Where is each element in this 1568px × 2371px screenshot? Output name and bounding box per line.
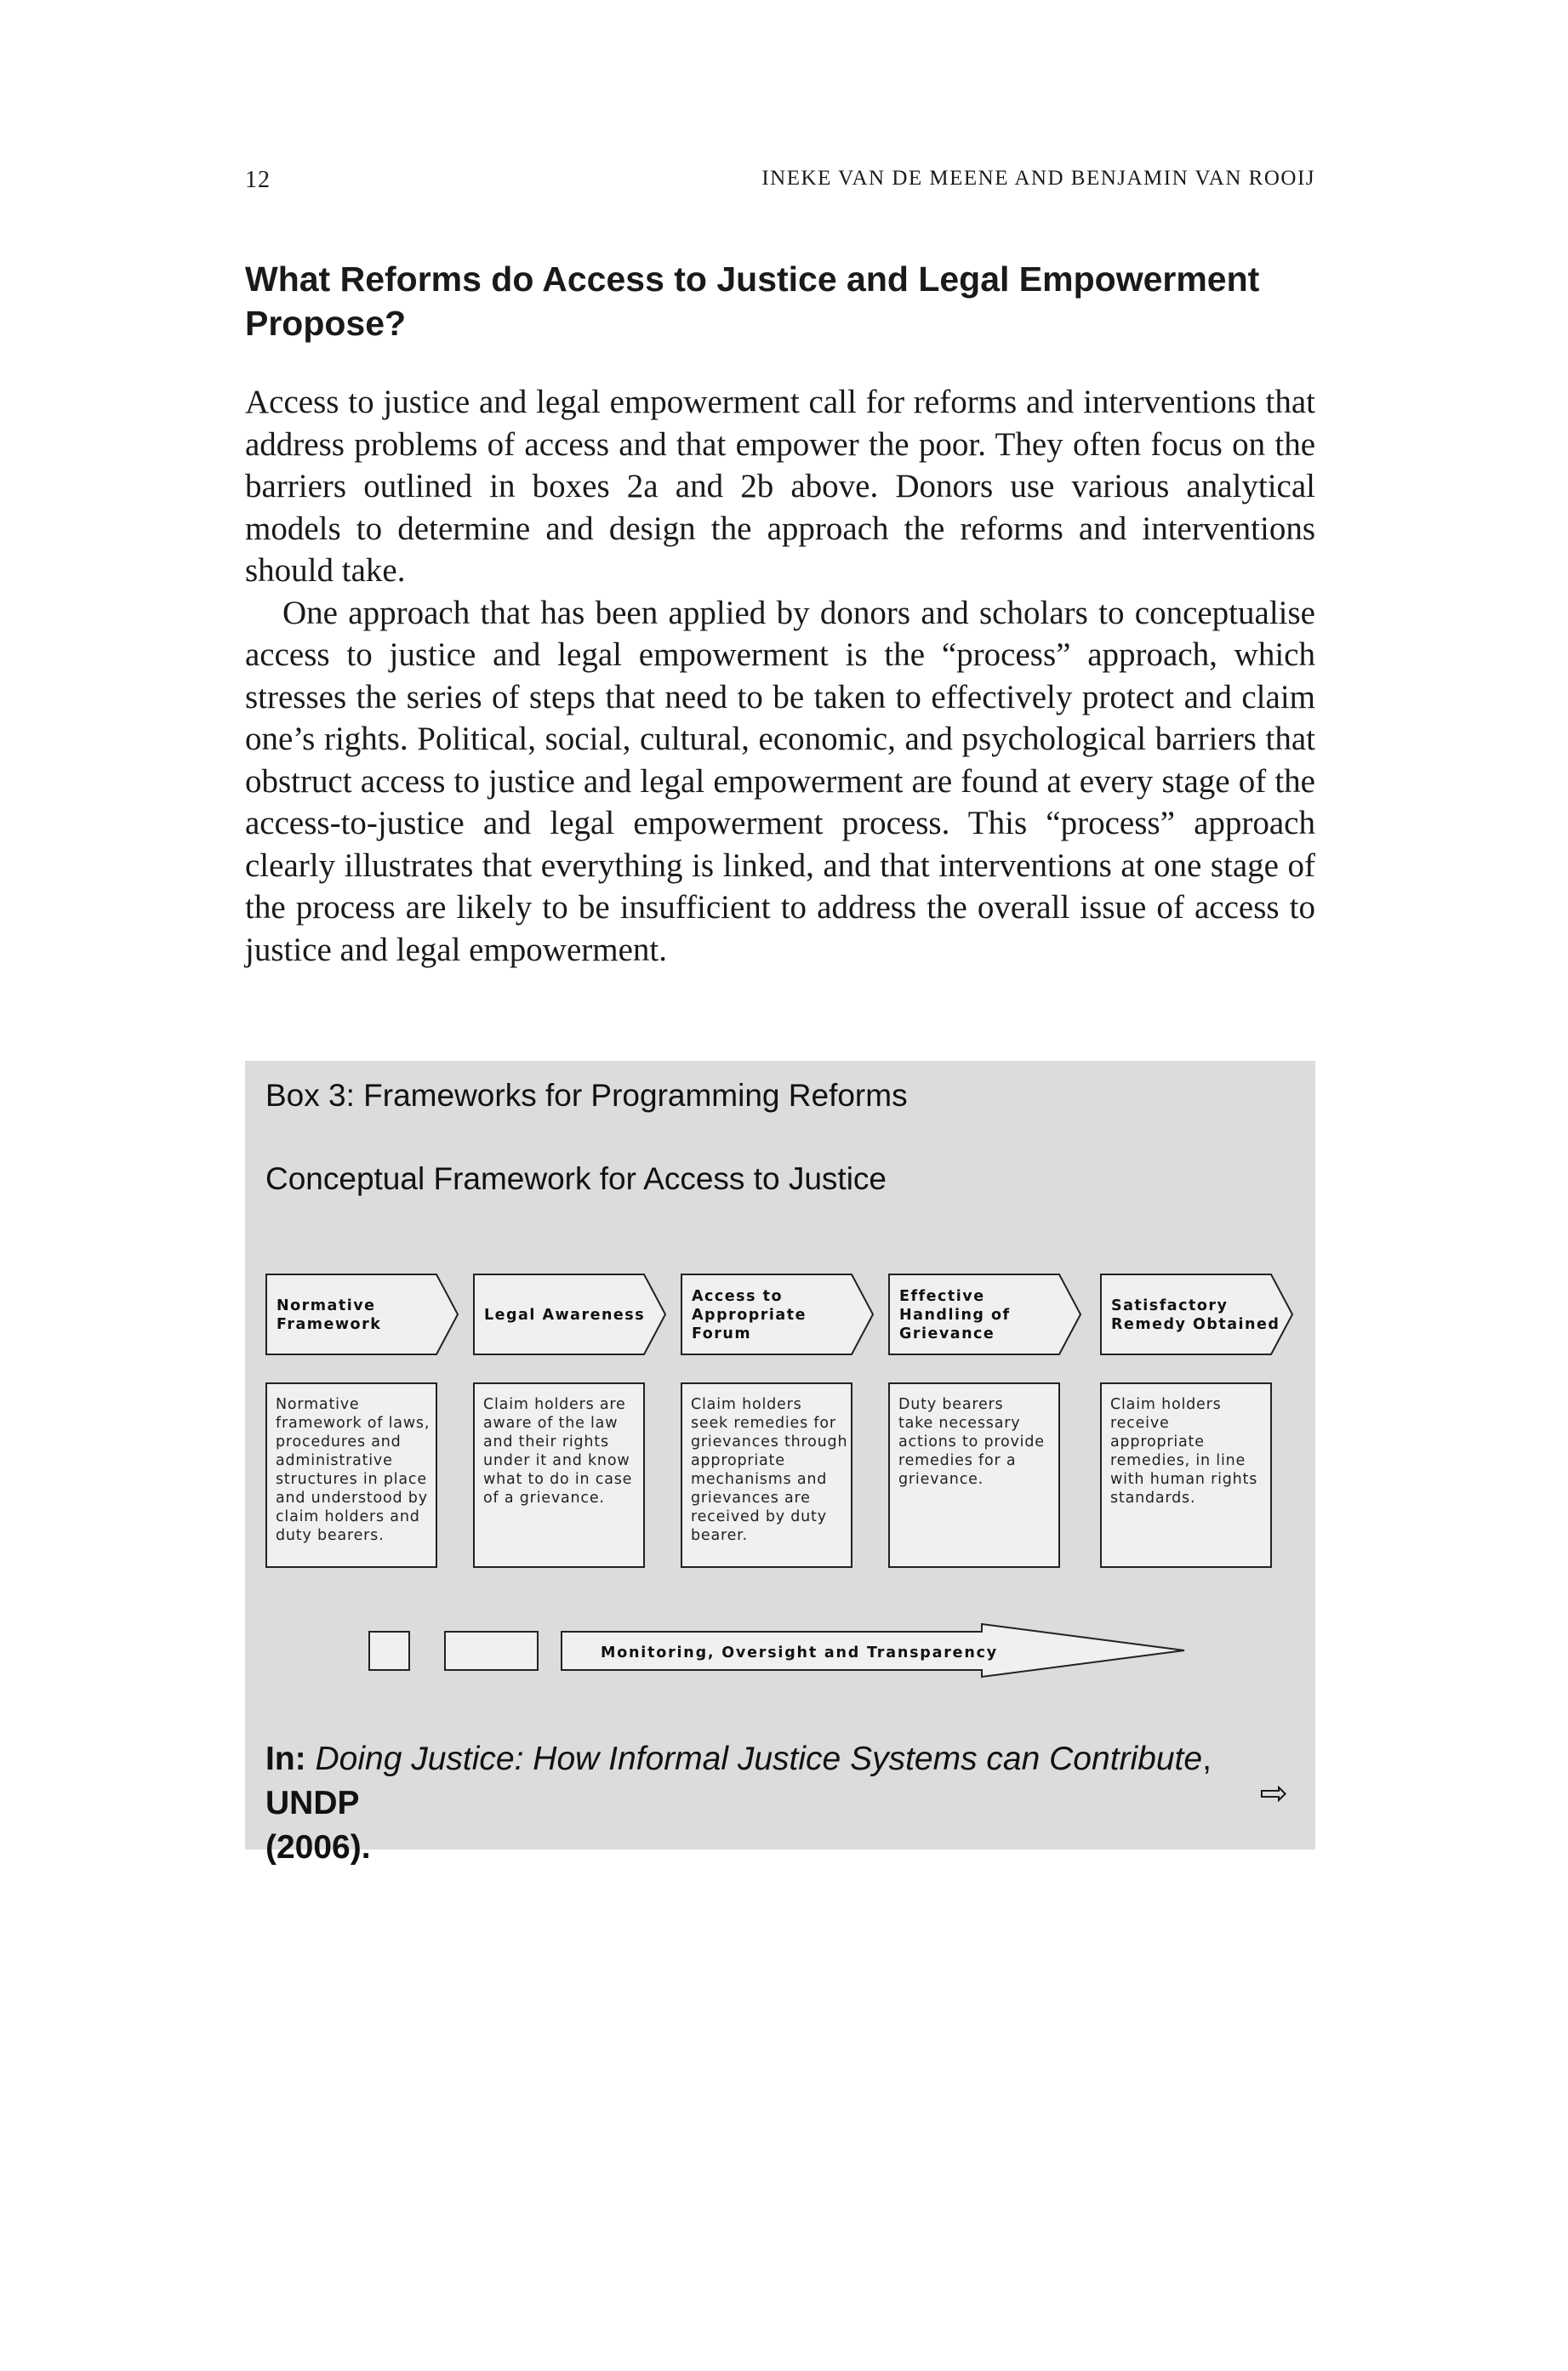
stage-label: Grievance <box>899 1325 995 1342</box>
monitor-small-box <box>445 1632 538 1670</box>
stage-description-line: actions to provide <box>898 1433 1045 1451</box>
stage-description-line: remedies for a <box>898 1452 1017 1469</box>
stage-label: Handling of <box>899 1307 1011 1324</box>
stage-description-line: received by duty <box>691 1508 827 1525</box>
stage-label: Remedy Obtained <box>1111 1316 1280 1333</box>
framework-diagram <box>245 1061 1315 1707</box>
section-heading-line-1: What Reforms do Access to Justice and Legal Empowerment <box>245 259 1260 299</box>
citation-publisher: UNDP <box>265 1785 360 1821</box>
stage-label: Effective <box>899 1288 985 1305</box>
monitor-small-square <box>369 1632 409 1670</box>
stage-description-line: appropriate <box>1110 1433 1205 1451</box>
stage-description-line: take necessary <box>898 1415 1021 1432</box>
stage-label: Framework <box>277 1316 382 1333</box>
stage-description-line: administrative <box>276 1452 393 1469</box>
stage-description-line: claim holders and <box>276 1508 420 1525</box>
stage-chevron <box>266 1274 458 1354</box>
running-head-authors: INEKE VAN DE MEENE AND BENJAMIN VAN ROOIJ <box>761 167 1315 190</box>
monitoring-label: Monitoring, Oversight and Transparency <box>601 1644 998 1661</box>
stage-description-line: and their rights <box>483 1433 609 1451</box>
stage-description-line: Normative <box>276 1396 360 1413</box>
stage-description-line: procedures and <box>276 1433 402 1451</box>
stage-description-line: bearer. <box>691 1527 748 1544</box>
stage-description-line: what to do in case <box>483 1471 633 1488</box>
body-text <box>245 381 1315 971</box>
stage-description-line: and understood by <box>276 1490 428 1507</box>
paragraph: Access to justice and legal empowerment call for reforms and interventions that address problems of access and that empower the poor. They often focus on the barriers outlined in boxes 2a and 2b above. Donors use various analytical models to determine and design the approach the reforms and interventions should take. <box>245 384 1315 589</box>
stage-label: Access to <box>692 1288 783 1305</box>
page-number: 12 <box>245 167 271 193</box>
citation-prefix: In: <box>265 1741 306 1777</box>
description-row <box>266 1383 1271 1567</box>
box-citation: In: Doing Justice: How Informal Justice Systems can Contribute, UNDP (2006). <box>265 1741 1212 1866</box>
stage-description-line: Claim holders are <box>483 1396 626 1413</box>
stage-description-line: aware of the law <box>483 1415 619 1432</box>
stage-description-line: Duty bearers <box>898 1396 1004 1413</box>
stage-description-line: standards. <box>1110 1490 1196 1507</box>
running-head <box>245 167 1315 194</box>
stage-description-line: receive <box>1110 1415 1170 1432</box>
stage-description-line: grievances are <box>691 1490 811 1507</box>
stage-description-line: framework of laws, <box>276 1415 430 1432</box>
stage-description-line: of a grievance. <box>483 1490 605 1507</box>
stage-description-line: duty bearers. <box>276 1527 385 1544</box>
paragraph: One approach that has been applied by donors and scholars to conceptualise access to justice and legal empowerment is the “process” approach, which stresses the series of steps that need to be taken to effectively protect and claim one’s rights. Political, social, cultural, economic, and psychological barriers that obstruct access to justice and legal empowerment are found at every stage of the access-to-justice and legal empowerment process. This “process” approach clearly illustrates that everything is linked, and that interventions at one stage of the process are likely to be insufficient to address the overall issue of access to justice and legal empowerment. <box>245 594 1315 968</box>
stage-description-line: seek remedies for <box>691 1415 836 1432</box>
section-heading-line-2: Propose? <box>245 304 407 343</box>
stage-description-line: appropriate <box>691 1452 785 1469</box>
stage-description-line: under it and know <box>483 1452 630 1469</box>
citation-year: (2006). <box>265 1829 371 1866</box>
stage-description-line: with human rights <box>1110 1471 1258 1488</box>
stage-label: Normative <box>277 1297 376 1314</box>
stage-description-line: Claim holders <box>1110 1396 1222 1413</box>
box-title: Box 3: Frameworks for Programming Reforms <box>265 1078 908 1113</box>
stage-row <box>266 1274 1292 1354</box>
stage-label: Appropriate <box>692 1307 807 1324</box>
stage-description-line: grievance. <box>898 1471 984 1488</box>
box-subtitle: Conceptual Framework for Access to Justice <box>265 1161 887 1196</box>
stage-label: Forum <box>692 1325 752 1342</box>
monitoring-row <box>369 1624 1184 1677</box>
stage-description-line: remedies, in line <box>1110 1452 1246 1469</box>
stage-description-line: Claim holders <box>691 1396 802 1413</box>
stage-description-line: structures in place <box>276 1471 427 1488</box>
stage-chevron <box>1101 1274 1292 1354</box>
stage-description-line: mechanisms and <box>691 1471 828 1488</box>
section-heading <box>245 257 1315 345</box>
framework-box <box>245 1061 1315 1866</box>
next-arrow-icon: ⇨ <box>1259 1775 1288 1812</box>
stage-label: Legal Awareness <box>484 1307 646 1324</box>
stage-description-line: grievances through <box>691 1433 848 1451</box>
stage-label: Satisfactory <box>1111 1297 1229 1314</box>
citation-title: Doing Justice: How Informal Justice Systems can Contribute <box>315 1741 1203 1777</box>
